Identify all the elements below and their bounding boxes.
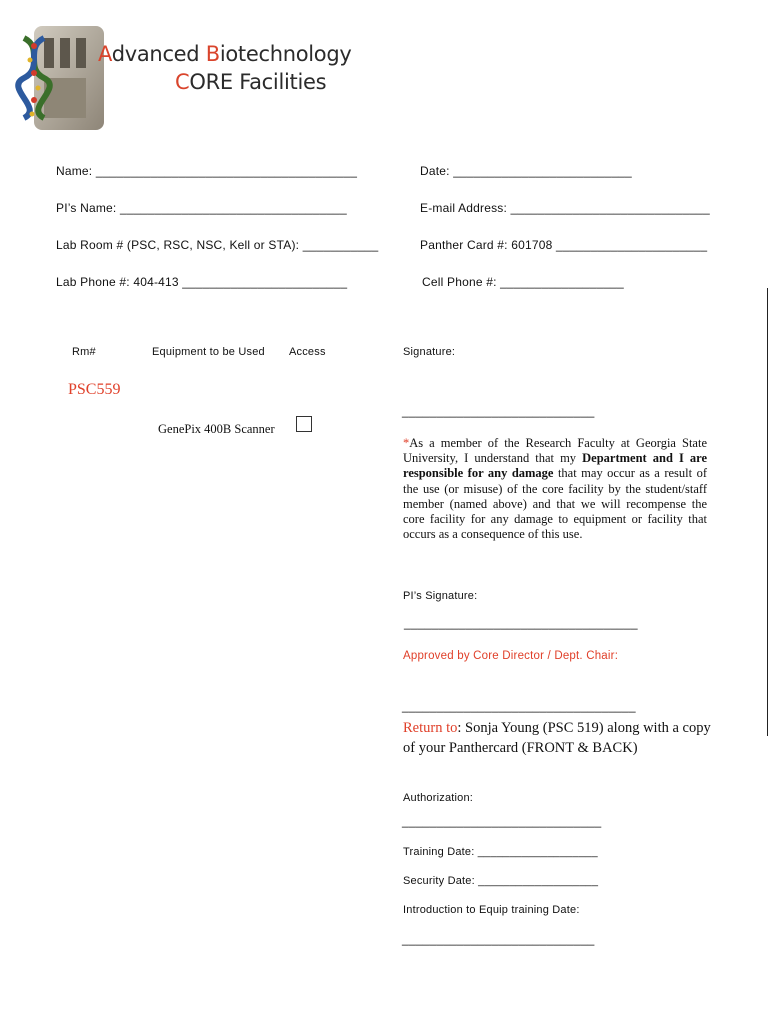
logo-cap-b: B — [205, 42, 220, 66]
agreement-text-b: that may occur as a result of the use (or misuse) of the core facility by the student/staff member (named above) and that we will recompense the core facility for any damage to equipment or facility that occurs as a consequence of this use. — [403, 466, 707, 542]
cell-phone-field[interactable]: Cell Phone #: __________________ — [422, 275, 624, 289]
agreement-text-a: As a member of the Research Faculty at Georgia State University, I understand that my — [403, 436, 707, 466]
page-border-line — [767, 288, 768, 736]
authorization-line[interactable]: _____________________________ — [402, 814, 602, 828]
logo-cap-a: A — [98, 42, 112, 66]
panther-card-field[interactable]: Panther Card #: 601708 ______________________ — [420, 238, 708, 252]
return-text: : Sonja Young (PSC 519) along with a copy of your Panthercard (FRONT & BACK) — [403, 720, 711, 756]
column-header-equipment: Equipment to be Used — [152, 346, 265, 358]
logo-image — [14, 18, 110, 134]
name-field[interactable]: Name: ______________________________________ — [56, 164, 358, 178]
pi-signature-label: PI’s Signature: — [403, 590, 478, 602]
logo-text-1: dvanced — [111, 42, 206, 66]
access-checkbox[interactable] — [296, 416, 312, 432]
return-instructions — [403, 718, 723, 758]
training-date-field[interactable]: Training Date: ___________________ — [403, 846, 598, 858]
lab-phone-field[interactable]: Lab Phone #: 404-413 ________________________ — [56, 275, 348, 289]
column-header-rm: Rm# — [72, 346, 96, 358]
lab-room-field[interactable]: Lab Room # (PSC, RSC, NSC, Kell or STA): ___________ — [56, 238, 379, 252]
pi-signature-line[interactable]: __________________________________ — [404, 616, 638, 630]
agreement-asterisk: * — [403, 436, 410, 450]
column-header-access: Access — [289, 346, 326, 358]
date-field[interactable]: Date: __________________________ — [420, 164, 632, 178]
email-field[interactable]: E-mail Address: _____________________________ — [420, 201, 710, 215]
signature-label: Signature: — [403, 346, 456, 358]
logo-text-3: ORE Facilities — [189, 70, 327, 94]
signature-line[interactable]: ____________________________ — [402, 404, 595, 418]
return-label: Return to — [403, 720, 458, 736]
approved-label: Approved by Core Director / Dept. Chair: — [403, 650, 619, 662]
equipment-value: GenePix 400B Scanner — [158, 422, 275, 436]
agreement-text-bold: Department and I are responsible for any damage — [403, 451, 708, 481]
pi-name-field[interactable]: PI’s Name: _________________________________ — [56, 201, 347, 215]
agreement-paragraph — [403, 436, 707, 542]
logo-cap-c: C — [175, 70, 190, 94]
security-date-field[interactable]: Security Date: ___________________ — [403, 875, 599, 887]
logo-title-line2 — [175, 70, 326, 94]
intro-date-label: Introduction to Equip training Date: — [403, 904, 580, 916]
authorization-label: Authorization: — [403, 792, 474, 804]
logo-text-2: iotechnology — [219, 42, 352, 66]
room-value: PSC559 — [68, 381, 121, 398]
logo-title-line1 — [98, 42, 352, 66]
intro-date-line[interactable]: ____________________________ — [402, 932, 595, 946]
approved-line[interactable]: __________________________________ — [402, 699, 636, 713]
